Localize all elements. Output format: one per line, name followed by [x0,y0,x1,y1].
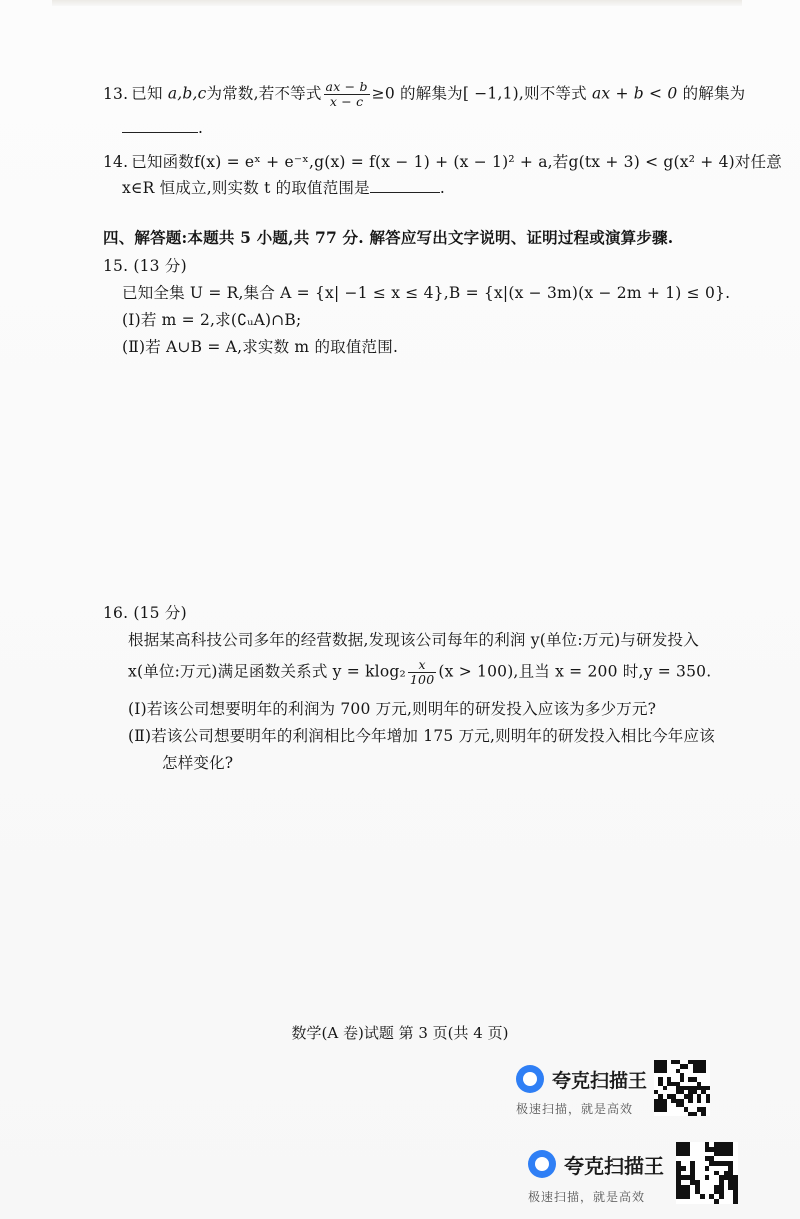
watermark-subtitle: 极速扫描，就是高效 [528,1190,646,1204]
q13-text-b: 为常数,若不等式 [206,84,322,103]
watermark-title: 夸克扫描王 [552,1070,648,1092]
q14-line-1-text: 已知函数f(x) = eˣ + e⁻ˣ,g(x) = f(x − 1) + (x − 1)² + a,若g(tx + 3) < g(x² + 4)对任意 [131,153,782,171]
qr-code-icon [676,1142,738,1204]
section-4-heading: 四、解答题:本题共 5 小题,共 77 分. 解答应写出文字说明、证明过程或演算步骤. [103,228,674,247]
q13-end: . [198,119,204,137]
watermark-subtitle: 极速扫描，就是高效 [516,1102,634,1116]
question-14-line-1 [103,150,782,172]
question-13-line-1 [103,80,745,109]
q14-end: . [439,179,445,197]
q13-fraction-denominator: x − c [329,94,364,109]
qr-cell [733,1199,738,1204]
q13-answer-blank [122,118,198,133]
question-14-number: 14. [103,153,129,171]
q16-line-2-text-b: (x > 100),且当 x = 200 时,y = 350. [438,662,712,681]
question-16-part-1: (Ⅰ)若该公司想要明年的利润为 700 万元,则明年的研发投入应该为多少万元? [128,700,657,718]
quark-logo-icon [528,1150,556,1178]
q13-fraction-numerator: ax − b [325,79,368,94]
question-16-line-2 [128,658,711,687]
q13-fraction [324,80,370,109]
question-13-line-2 [122,118,203,137]
scanner-watermark-2 [520,1140,750,1210]
q13-text-d: 的解集为 [682,84,746,103]
q16-fraction-denominator: 100 [409,672,435,687]
q13-text-a: 已知 [131,84,163,103]
q13-inequality: ax + b < 0 [591,84,678,103]
question-14-line-2 [122,176,445,198]
q13-text-c: ≥0 的解集为[ −1,1),则不等式 [371,84,587,103]
question-13-number: 13. [103,84,129,103]
q13-vars: a,b,c [167,84,207,103]
question-15-part-2: (Ⅱ)若 A∪B = A,求实数 m 的取值范围. [122,338,399,356]
top-edge-shadow [52,0,742,6]
quark-logo-icon [516,1065,544,1093]
question-16-part-2-line-2: 怎样变化? [162,754,234,772]
q16-fraction-numerator: x [408,658,436,673]
question-15-part-1: (Ⅰ)若 m = 2,求(∁ᵤA)∩B; [122,311,302,329]
qr-cell [706,1112,710,1116]
scanner-watermark-1 [510,1058,720,1120]
question-16-line-1: 根据某高科技公司多年的经营数据,发现该公司每年的利润 y(单位:万元)与研发投入 [128,631,699,649]
q16-fraction [408,658,436,687]
watermark-title: 夸克扫描王 [564,1154,664,1178]
question-16-header: 16. (15 分) [103,604,187,622]
question-15-given: 已知全集 U = R,集合 A = {x| −1 ≤ x ≤ 4},B = {x|(x − 3m)(x − 2m + 1) ≤ 0}. [122,284,731,302]
q14-line-2-text: x∈R 恒成立,则实数 t 的取值范围是 [122,179,370,197]
page-footer: 数学(A 卷)试题 第 3 页(共 4 页) [291,1024,509,1042]
question-15-header: 15. (13 分) [103,257,187,275]
q16-line-2-text-a: x(单位:万元)满足函数关系式 y = klog₂ [128,662,406,681]
q14-answer-blank [370,178,440,193]
qr-code-icon [654,1060,710,1116]
question-16-part-2-line-1: (Ⅱ)若该公司想要明年的利润相比今年增加 175 万元,则明年的研发投入相比今年应该 [128,727,715,745]
